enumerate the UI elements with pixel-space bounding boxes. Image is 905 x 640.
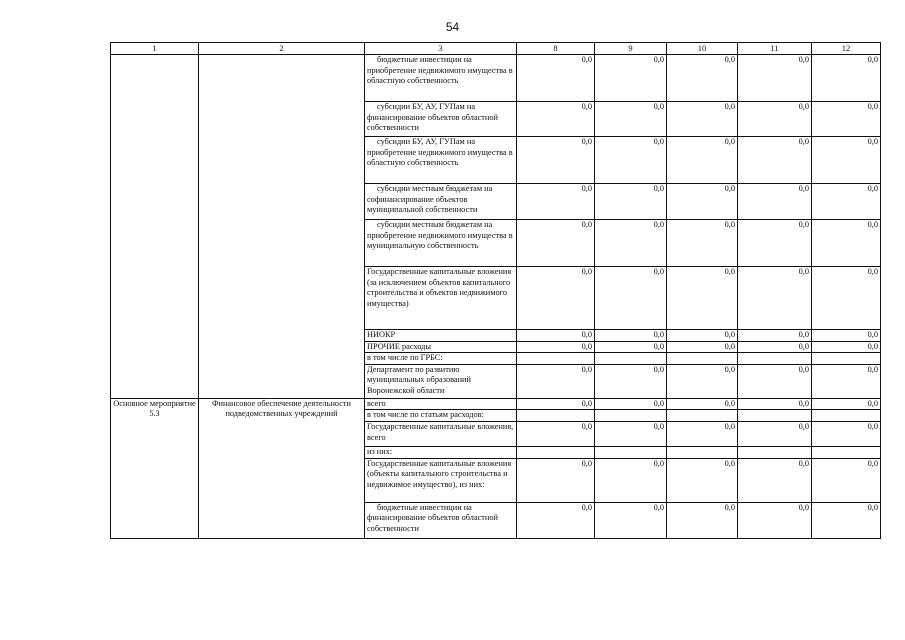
row-label: Департамент по развитию муниципальных образований Воронежской области [365,364,517,398]
value-cell: 0,0 [595,184,667,220]
value-cell: 0,0 [667,55,738,102]
column-header: 10 [667,43,738,55]
value-cell: 0,0 [595,364,667,398]
value-cell: 0,0 [667,458,738,502]
value-cell: 0,0 [595,421,667,446]
value-cell: 0,0 [812,137,881,184]
value-cell: 0,0 [517,330,595,342]
value-cell: 0,0 [595,502,667,538]
value-cell [738,410,812,422]
column-header: 3 [365,43,517,55]
value-cell: 0,0 [517,102,595,137]
value-cell: 0,0 [667,364,738,398]
measure-code: Основное мероприятие 5.3 [111,398,199,538]
value-cell: 0,0 [595,398,667,410]
row-label: из них: [365,446,517,458]
value-cell: 0,0 [517,502,595,538]
value-cell: 0,0 [812,341,881,353]
value-cell: 0,0 [667,220,738,267]
blank-cell [111,55,199,399]
value-cell [812,353,881,365]
value-cell [517,410,595,422]
value-cell: 0,0 [517,55,595,102]
value-cell: 0,0 [517,364,595,398]
table-row [111,55,881,102]
value-cell [667,353,738,365]
value-cell: 0,0 [595,55,667,102]
value-cell: 0,0 [667,398,738,410]
value-cell [595,410,667,422]
value-cell [812,446,881,458]
value-cell [738,446,812,458]
value-cell: 0,0 [517,220,595,267]
value-cell: 0,0 [595,102,667,137]
row-label: в том числе по ГРБС: [365,353,517,365]
row-label: ПРОЧИЕ расходы [365,341,517,353]
row-label: Государственные капитальные вложения (за исключением объектов капитального строительства и объектов недвижимого имущества) [365,267,517,330]
column-header: 9 [595,43,667,55]
value-cell: 0,0 [667,502,738,538]
column-header: 11 [738,43,812,55]
value-cell [812,410,881,422]
value-cell: 0,0 [517,341,595,353]
value-cell: 0,0 [595,458,667,502]
value-cell: 0,0 [812,364,881,398]
row-label: в том числе по статьям расходов: [365,410,517,422]
value-cell: 0,0 [595,341,667,353]
value-cell: 0,0 [667,341,738,353]
value-cell: 0,0 [738,341,812,353]
row-label: всего [365,398,517,410]
row-label: субсидии местным бюджетам на софинансирование объектов муниципальной собственности [365,184,517,220]
value-cell: 0,0 [738,398,812,410]
value-cell: 0,0 [517,458,595,502]
row-label: субсидии местным бюджетам на приобретение недвижимого имущества в муниципальную собственность [365,220,517,267]
value-cell: 0,0 [738,421,812,446]
value-cell: 0,0 [812,458,881,502]
value-cell: 0,0 [738,330,812,342]
value-cell: 0,0 [595,330,667,342]
measure-title: Финансовое обеспечение деятельности подведомственных учреждений [199,398,365,538]
row-label: субсидии БУ, АУ, ГУПам на приобретение недвижимого имущества в областную собственность [365,137,517,184]
value-cell [595,353,667,365]
value-cell: 0,0 [738,502,812,538]
value-cell: 0,0 [738,364,812,398]
value-cell: 0,0 [595,267,667,330]
value-cell: 0,0 [517,398,595,410]
value-cell: 0,0 [595,137,667,184]
budget-table [110,42,881,539]
value-cell: 0,0 [517,267,595,330]
value-cell: 0,0 [812,184,881,220]
row-label: бюджетные инвестиции на приобретение недвижимого имущества в областную собственность [365,55,517,102]
value-cell: 0,0 [812,421,881,446]
column-header: 12 [812,43,881,55]
value-cell: 0,0 [517,137,595,184]
value-cell [738,353,812,365]
value-cell: 0,0 [667,330,738,342]
table-row [111,398,881,410]
blank-cell [199,55,365,399]
value-cell: 0,0 [812,55,881,102]
row-label: бюджетные инвестиции на финансирование объектов областной собственности [365,502,517,538]
row-label: Государственные капитальные вложения, всего [365,421,517,446]
value-cell: 0,0 [738,184,812,220]
value-cell: 0,0 [667,267,738,330]
row-label: Государственные капитальные вложения (объекты капитального строительства и недвижимое имущество), из них: [365,458,517,502]
value-cell: 0,0 [667,102,738,137]
page-number: 54 [445,20,460,34]
column-header: 2 [199,43,365,55]
value-cell: 0,0 [812,102,881,137]
value-cell: 0,0 [738,458,812,502]
value-cell: 0,0 [738,220,812,267]
value-cell: 0,0 [738,267,812,330]
value-cell: 0,0 [812,267,881,330]
value-cell: 0,0 [667,421,738,446]
column-header: 1 [111,43,199,55]
value-cell: 0,0 [812,502,881,538]
value-cell: 0,0 [812,220,881,267]
value-cell: 0,0 [738,137,812,184]
value-cell: 0,0 [517,421,595,446]
value-cell [667,410,738,422]
value-cell: 0,0 [517,184,595,220]
row-label: НИОКР [365,330,517,342]
value-cell: 0,0 [738,55,812,102]
value-cell: 0,0 [738,102,812,137]
value-cell: 0,0 [667,184,738,220]
row-label: субсидии БУ, АУ, ГУПам на финансирование объектов областной собственности [365,102,517,137]
value-cell: 0,0 [812,330,881,342]
value-cell [595,446,667,458]
value-cell [517,353,595,365]
value-cell [517,446,595,458]
value-cell: 0,0 [812,398,881,410]
value-cell: 0,0 [667,137,738,184]
value-cell: 0,0 [595,220,667,267]
value-cell [667,446,738,458]
column-header: 8 [517,43,595,55]
header-row [111,43,881,55]
